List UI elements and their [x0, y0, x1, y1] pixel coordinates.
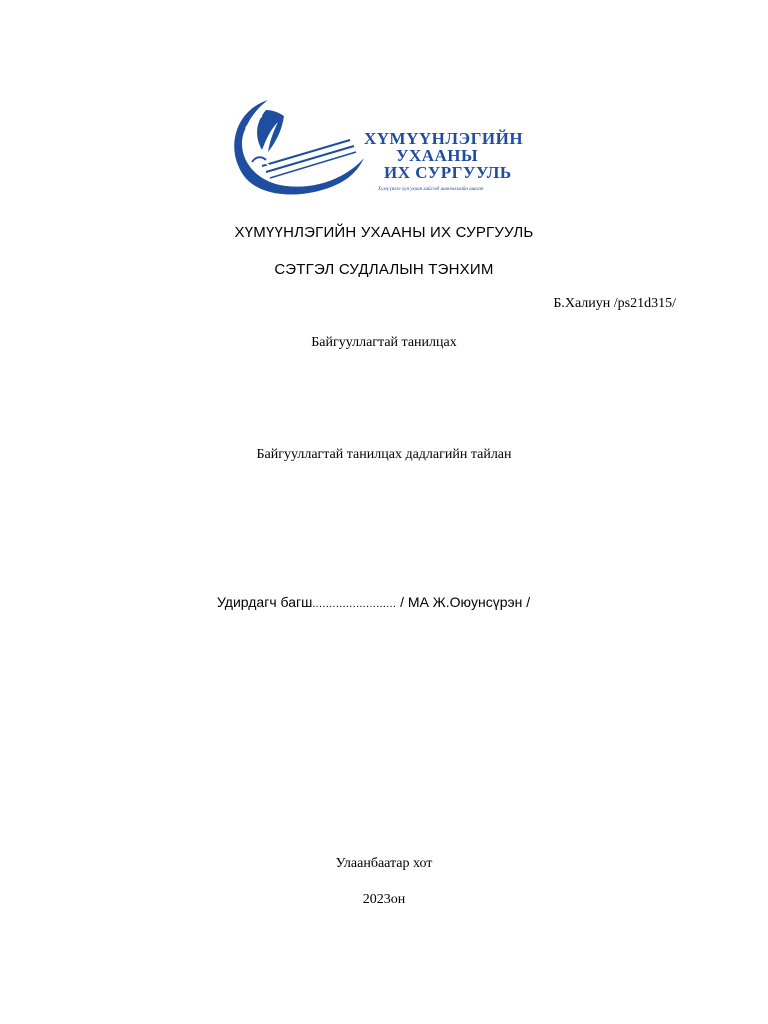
report-title: Байгууллагтай танилцах дадлагийн тайлан: [256, 447, 512, 462]
supervisor-signature-dots: .........................: [312, 598, 397, 610]
university-name: ХҮМҮҮНЛЭГИЙН УХААНЫ ИХ СУРГУУЛЬ: [234, 224, 534, 241]
logo-emblem-icon: [226, 96, 546, 202]
logo-motto: Хүмүүнлэг хүн ухаан хийгээд шинэчлэлийн ашигт: [378, 187, 484, 192]
logo-line-3: ИХ СУРГУУЛЬ: [384, 163, 512, 182]
year: 2023он: [362, 892, 406, 907]
department-name: СЭТГЭЛ СУДЛАЛЫН ТЭНХИМ: [274, 261, 494, 278]
logo-line-2: УХААНЫ: [396, 146, 479, 165]
supervisor-name: / МА Ж.Оюунсүрэн /: [396, 594, 531, 610]
logo-line-1: ХҮМҮҮНЛЭГИЙН: [364, 129, 524, 148]
city-name: Улаанбаатар хот: [335, 856, 433, 871]
student-name: Б.Халиун /ps21d315/: [553, 296, 676, 311]
subject-heading: Байгууллагтай танилцах: [311, 335, 457, 350]
university-logo: [226, 96, 546, 202]
supervisor-label: Удирдагч багш: [217, 594, 313, 610]
supervisor-line: [217, 594, 530, 610]
